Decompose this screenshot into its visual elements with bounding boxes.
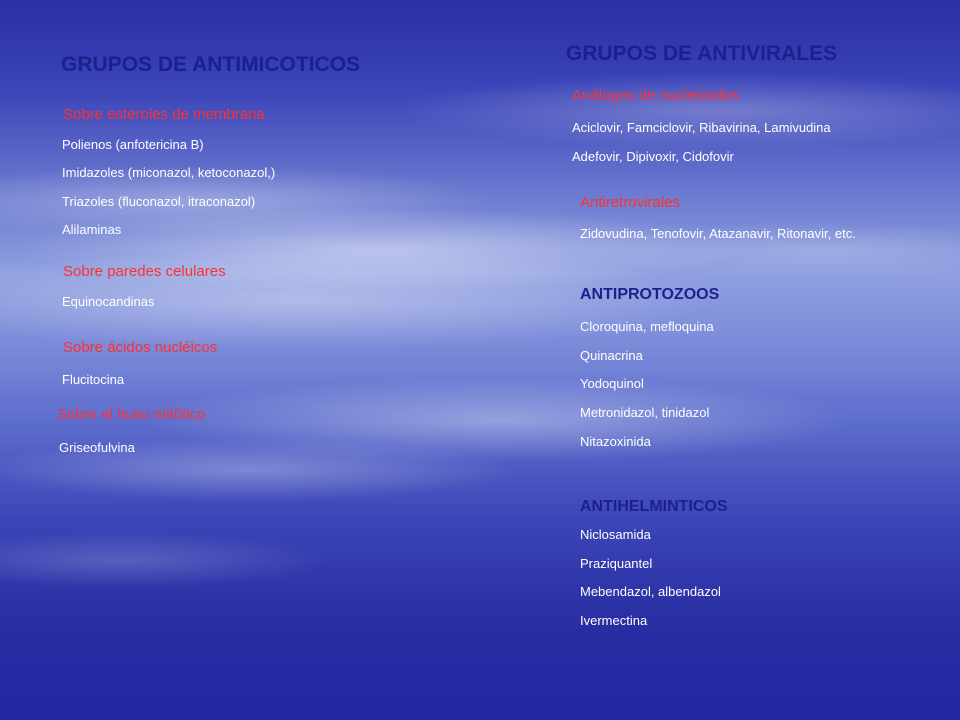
- antimicoticos-title: GRUPOS DE ANTIMICOTICOS: [61, 53, 361, 76]
- list-item: Imidazoles (miconazol, ketoconazol,): [62, 165, 276, 180]
- list-item: Nitazoxinida: [580, 434, 651, 449]
- list-item: Praziquantel: [580, 556, 653, 571]
- list-item: Griseofulvina: [59, 440, 135, 455]
- section-heading-esteroles: Sobre esteroles de membrana: [63, 106, 265, 123]
- list-item: Alilaminas: [62, 222, 122, 237]
- section-heading-huso: Sobre el huso mitótico: [57, 406, 206, 423]
- list-item: Triazoles (fluconazol, itraconazol): [62, 194, 256, 209]
- list-item: Cloroquina, mefloquina: [580, 319, 714, 334]
- antivirales-title: GRUPOS DE ANTIVIRALES: [566, 42, 838, 65]
- list-item: Flucitocina: [62, 372, 125, 387]
- list-item: Ivermectina: [580, 613, 648, 628]
- list-item: Equinocandinas: [62, 294, 155, 309]
- section-heading-acidos: Sobre ácidos nucléicos: [63, 339, 218, 356]
- antihelminticos-title: ANTIHELMINTICOS: [580, 498, 728, 515]
- section-heading-antiretrovirales: Antiretrovirales: [580, 194, 681, 211]
- list-item: Quinacrina: [580, 348, 643, 363]
- list-item: Zidovudina, Tenofovir, Atazanavir, Ritonavir, etc.: [580, 226, 856, 241]
- list-item: Metronidazol, tinidazol: [580, 405, 710, 420]
- list-item: Mebendazol, albendazol: [580, 584, 721, 599]
- list-item: Niclosamida: [580, 527, 651, 542]
- antiprotozoos-title: ANTIPROTOZOOS: [580, 286, 720, 303]
- list-item: Aciclovir, Famciclovir, Ribavirina, Lamivudina: [572, 120, 831, 135]
- list-item: Adefovir, Dipivoxir, Cidofovir: [572, 149, 734, 164]
- list-item: Yodoquinol: [580, 376, 644, 391]
- section-heading-nucleosidos: Análogos de nucleósidos: [572, 87, 739, 104]
- list-item: Polienos (anfotericina B): [62, 137, 204, 152]
- section-heading-paredes: Sobre paredes celulares: [63, 263, 226, 280]
